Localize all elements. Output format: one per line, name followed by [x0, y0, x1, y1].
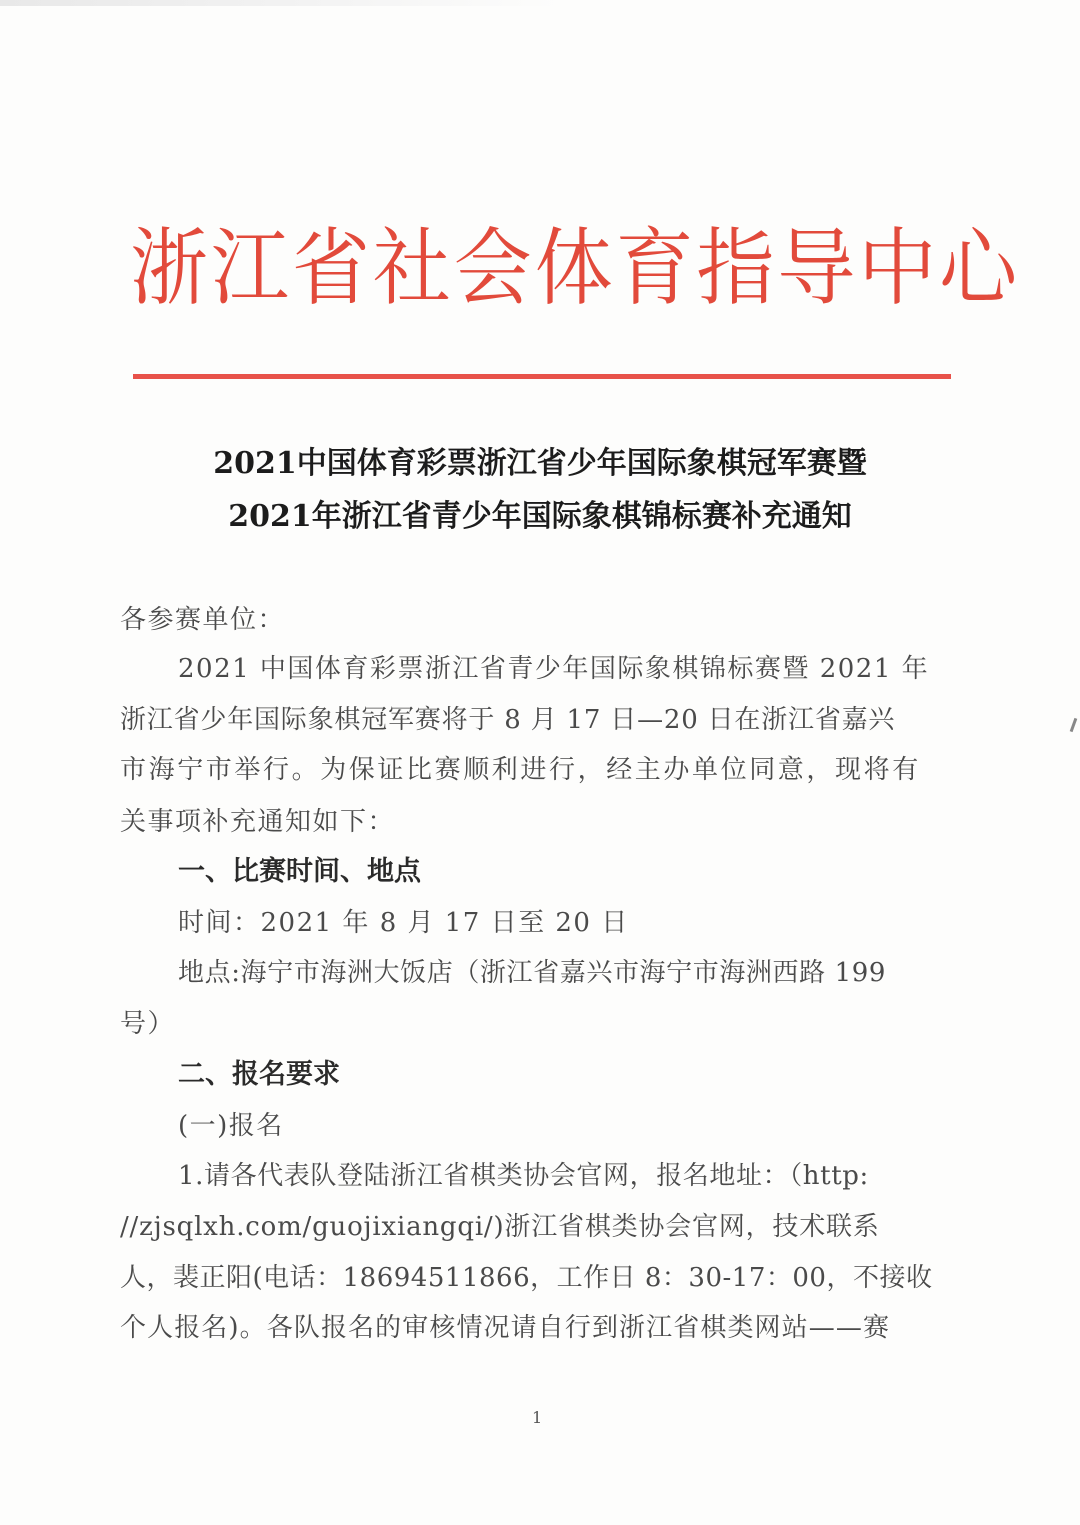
- letterhead-org-name: 浙江省社会体育指导中心: [130, 219, 1021, 317]
- page-top-edge: [0, 0, 560, 6]
- event-time: 时间：2021 年 8 月 17 日至 20 日: [178, 908, 629, 938]
- event-place-line-2: 号）: [120, 1009, 176, 1039]
- document-title-line-2: 2021年浙江省青少年国际象棋锦标赛补充通知: [228, 499, 852, 534]
- intro-line: 关事项补充通知如下：: [120, 807, 396, 837]
- registration-line: //zjsqlxh.com/guojixiangqi/)浙江省棋类协会官网，技术联系: [120, 1212, 880, 1242]
- registration-line: 人，裴正阳(电话：18694511866，工作日 8：30-17：00，不接收: [120, 1263, 933, 1293]
- letterhead-red-rule: [133, 374, 951, 379]
- scan-edge-mark: [1070, 718, 1078, 732]
- intro-line: 市海宁市举行。为保证比赛顺利进行，经主办单位同意，现将有: [120, 755, 921, 785]
- registration-line: 1.请各代表队登陆浙江省棋类协会官网，报名地址：（http:: [178, 1161, 869, 1191]
- registration-line: 个人报名)。各队报名的审核情况请自行到浙江省棋类网站——赛: [120, 1313, 891, 1343]
- document-title-line-1: 2021中国体育彩票浙江省少年国际象棋冠军赛暨: [213, 446, 867, 481]
- intro-line: 浙江省少年国际象棋冠军赛将于 8 月 17 日—20 日在浙江省嘉兴: [120, 705, 896, 735]
- event-place-line-1: 地点:海宁市海洲大饭店（浙江省嘉兴市海宁市海洲西路 199: [178, 958, 887, 988]
- section-1-heading: 一、比赛时间、地点: [178, 856, 421, 887]
- page-number: 1: [532, 1408, 543, 1427]
- section-2-sub-heading: (一)报名: [178, 1111, 284, 1141]
- section-2-heading: 二、报名要求: [178, 1059, 340, 1090]
- salutation: 各参赛单位：: [120, 605, 286, 635]
- intro-line: 2021 中国体育彩票浙江省青少年国际象棋锦标赛暨 2021 年: [178, 654, 930, 684]
